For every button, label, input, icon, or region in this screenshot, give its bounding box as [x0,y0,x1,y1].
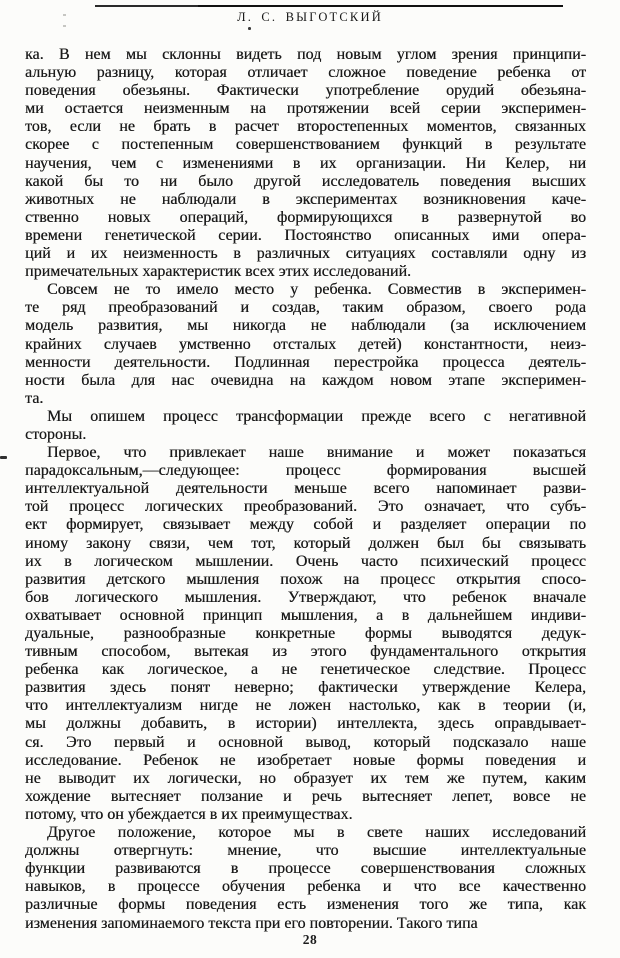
paragraph [25,444,586,824]
text-line: ребенка как логическое, а не генетическое следствие. Процесс [25,661,586,679]
text-line: должны отвергнуть: мнение, что высшие интеллектуальные [25,842,586,860]
text-line: менности деятельности. Подлинная перестройка процесса деятель- [25,353,586,371]
text-line: скорее с постепенным совершенствованием функций в результате [25,136,586,154]
text-line: ций и их неизменность в различных ситуациях составляли одну из [25,245,586,263]
scan-artifact-dash [0,456,7,459]
text-line: парадоксальным,—следующее: процесс формирования высшей [25,462,586,480]
page-number: 28 [302,932,318,947]
text-line: ка. В нем мы склонны видеть под новым углом зрения принципи- [25,46,586,63]
text-line: изменения запоминаемого текста при его повторении. Такого типа [25,914,478,932]
text-line: иному закону связи, чем тот, который должен был бы связывать [25,534,586,552]
text-line: поведения обезьяны. Фактически употребление орудий обезьяна- [25,82,586,100]
text-line: животных не наблюдали в экспериментах возникновения каче- [25,190,586,208]
text-line: та. [25,389,44,407]
scan-artifact-dot [248,27,251,30]
text-line: развития детского мышления похож на процесс открытия спосо- [25,570,586,588]
text-line: не выводит их логически, но образует их тем же путем, каким [25,769,586,787]
text-line: функции развиваются в процессе совершенствования сложных [25,860,586,878]
text-line: времени генетической серии. Постоянство описанных ими опера- [25,226,586,244]
paragraph [25,408,586,444]
text-line: исследование. Ребенок не изобретает новые формы поведения и [25,751,586,769]
text-line: ся. Это первый и основной вывод, который подсказало наше [25,733,586,751]
text-line: что интеллектуализм нигде не ложен настолько, как в теории (и, [25,697,586,715]
text-line: интеллектуальной деятельности меньше всего напоминает разви- [25,480,586,498]
text-line: Другое положение, которое мы в свете наших исследований [47,824,586,842]
text-line: мы должны добавить, в истории) интеллекта, здесь оправдывает- [25,715,586,733]
text-line: научения, чем с изменениями в их организации. Ни Келер, ни [25,154,586,172]
text-line: тивным способом, вытекая из этого фундаментального открытия [25,643,586,661]
text-line: развития здесь понят неверно; фактически утверждение Келера, [25,679,586,697]
text-line: Совсем не то имело место у ребенка. Совместив в эксперимен- [47,281,586,299]
scan-artifact-mark [63,14,66,27]
page-body [25,46,586,933]
paragraph [25,824,586,933]
text-line: бов логического мышления. Утверждают, что ребенок вначале [25,588,586,606]
text-line: той процесс логических преобразований. Это означает, что субъ- [25,498,586,516]
text-line: различные формы поведения есть изменения того же типа, как [25,896,586,914]
running-header: Л. С. ВЫГОТСКИЙ [237,10,383,24]
text-line: примечательных характеристик всех этих исследований. [25,263,411,281]
header-rule [95,5,563,7]
text-line: охватывает основной принцип мышления, а в дальнейшем индиви- [25,606,586,624]
paragraph [25,46,586,281]
text-line: стороны. [25,425,87,443]
text-line: ности была для нас очевидна на каждом новом этапе эксперимен- [25,371,586,389]
text-line: модель развития, мы никогда не наблюдали (за исключением [25,317,586,335]
text-line: потому, что он убеждается в их преимуществах. [25,805,353,823]
text-line: хождение вытесняет ползание и речь вытесняет лепет, вовсе не [25,787,586,805]
text-line: те ряд преобразований и создав, таким образом, своего рода [25,299,586,317]
text-line: ект формирует, связывает между собой и разделяет операции по [25,516,586,534]
text-line: какой бы то ни было другой исследователь поведения высших [25,172,586,190]
text-line: крайних случаев умственно отсталых детей) константности, неиз- [25,335,586,353]
text-line: альную разницу, которая отличает сложное поведение ребенка от [25,64,586,82]
text-line: ми остается неизменным на протяжении всей серии эксперимен- [25,100,586,118]
text-line: тов, если не брать в расчет второстепенных моментов, связанных [25,118,586,136]
text-line: ственно новых операций, формирующихся в развернутой во [25,208,586,226]
text-line: навыков, в процессе обучения ребенка и что все качественно [25,878,586,896]
text-line: их в логическом мышлении. Очень часто психический процесс [25,552,586,570]
paragraph [25,281,586,408]
text-line: Мы опишем процесс трансформации прежде всего с негативной [47,407,586,425]
text-line: Первое, что привлекает наше внимание и может показаться [47,444,586,462]
text-line: дуальные, разнообразные конкретные формы выводятся дедук- [25,625,586,642]
